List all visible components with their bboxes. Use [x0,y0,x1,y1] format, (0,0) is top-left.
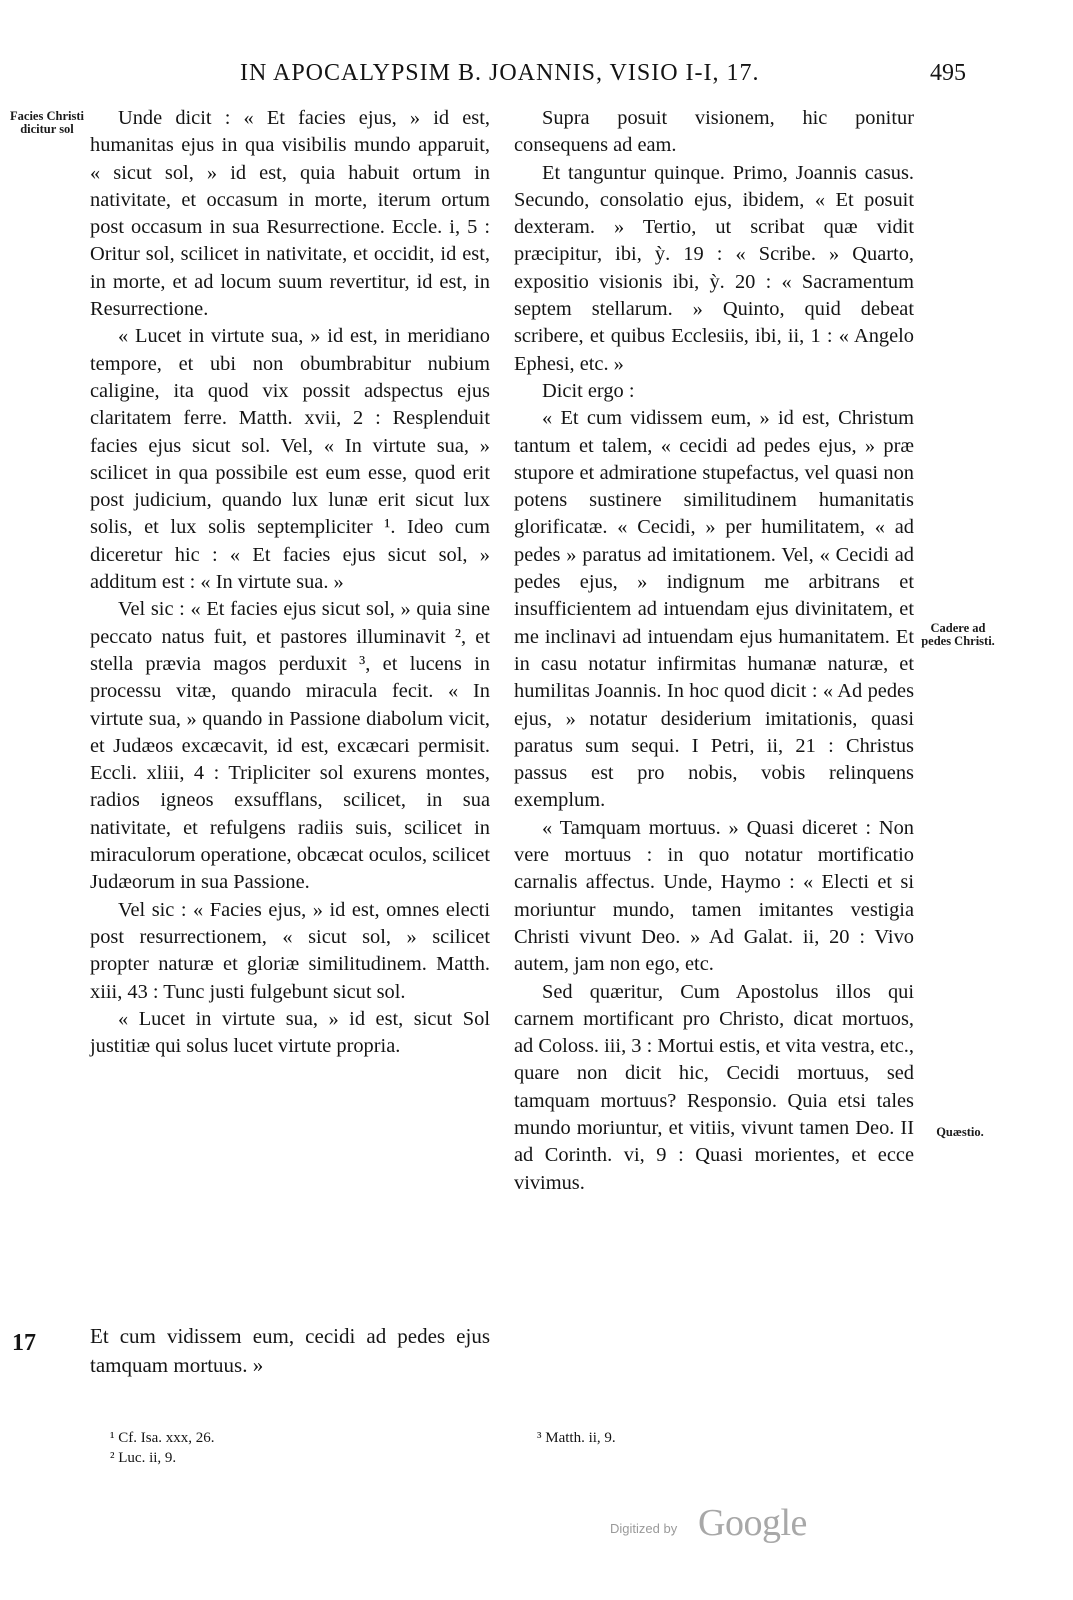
verse-number: 17 [12,1330,36,1356]
page-number: 495 [930,60,966,86]
left-column [90,105,490,1060]
paragraph: Vel sic : « Facies ejus, » id est, omnes electi post resurrectionem, « sicut sol, » scilicet propter naturæ et gloriæ similitudinem. Matth. xiii, 43 : Tunc justi fulgebunt sicut sol. [90,898,490,1003]
margin-note-quaestio: Quæstio. [936,1125,984,1139]
paragraph: Supra posuit visionem, hic ponitur consequens ad eam. [514,107,914,157]
digitized-by-text: Digitized by [610,1521,678,1536]
paragraph: Sed quæritur, Cum Apostolus illos qui carnem mortificant pro Christo, dicat mortuos, ad Coloss. iii, 3 : Mortui estis, et vita vestra, etc., quare non dicit hic, Cecidi mortuus, sed tamquam mortuus? Responsio. Quia etsi tales mundo moriuntur, et vitiis, vivunt tamen Deo. II ad Corinth. vi, 9 : Quasi morientes, et ecce vivimus. [514,980,914,1194]
margin-note-facies: Facies Christi dicitur sol [10,109,84,136]
verse-text: Et cum vidissem eum, cecidi ad pedes ejus tamquam mortuus. » [90,1324,490,1377]
paragraph: « Lucet in virtute sua, » id est, in meridiano tempore, et ubi non obumbrabitur nubium caligine, ita quod vix possit adspectus ejus claritatem ferre. Matth. xvii, 2 : Resplenduit facies ejus sicut sol. Vel, « In virtute sua, » scilicet in qua possibile est eum esse, quod erit post judicium, quando lux lunæ erit sicut lux solis, et lux solis septempliciter ¹. Ideo cum diceretur hic : « Et facies ejus sicut sol, » additum est : « In virtute sua. » [90,325,490,594]
paragraph: Unde dicit : « Et facies ejus, » id est, humanitas ejus in qua visibilis mundo apparuit, « sicut sol, » id est, quia habuit ortum in nativitate, et occasum in morte, iterum ortum post occasum in sua Resurrectione. Eccle. i, 5 : Oritur sol, scilicet in nativitate, et occidit, id est, in morte, et ad locum suum revertitur, id est, in Resurrectione. [90,107,490,321]
paragraph: « Et cum vidissem eum, » id est, Christum tantum et talem, « cecidi ad pedes ejus, » præ stupore et admiratione stupefactus, vel quasi non potens sustinere similitudinem humanitatis glorificatæ. « Cecidi, » per humilitatem, « ad pedes » paratus ad imitationem. Vel, « Cecidi ad pedes ejus, » indignum me arbitrans et insufficientem ad intuendam ejus divinitatem, et me inclinavi ad intuendam ejus humanitatem. Et in casu notatur infirmitas humanæ naturæ, et humilitas Joannis. In hoc quod dicit : « Ad pedes ejus, » notatur desiderium imitationis, quasi paratus sum sequi. I Petri, ii, 21 : Christus passus est pro nobis, vobis relinquens exemplum. [514,407,914,812]
running-head: IN APOCALYPSIM B. JOANNIS, VISIO I-I, 17. [240,60,760,86]
footnotes-right [537,1428,616,1448]
page-header [0,60,1073,96]
margin-note-cadere: Cadere ad pedes Christi. [921,621,995,648]
paragraph: Dicit ergo : [542,379,635,402]
right-column [514,105,914,1197]
google-watermark [610,1503,830,1547]
paragraph: « Lucet in virtute sua, » id est, sicut Sol justitiæ qui solus lucet virtute propria. [90,1007,490,1058]
paragraph: « Tamquam mortuus. » Quasi diceret : Non vere mortuus : in quo notatur mortificatio carnalis affectus. Unde, Haymo : « Electi et si moriuntur mundo, tamen imitantes vestigia Christi vivunt Deo. » Ad Galat. ii, 20 : Vivo autem, jam non ego, etc. [514,816,914,976]
footnote-2: ² Luc. ii, 9. [110,1450,177,1466]
paragraph: Vel sic : « Et facies ejus sicut sol, » quia sine peccato natus fuit, et pastores illuminavit ², et stella prævia magos perduxit ³, et lucens in processu vitæ, quando miracula fecit. « In virtute sua, » quando in Passione diabolum vicit, et Judæos excæcavit, id est, excæcari permisit. Eccli. xliii, 4 : Tripliciter sol exurens montes, radios igneos exsufflans, scilicet, in sua nativitate, et refulgens radiis suis, scilicet in miraculorum operatione, obcæcat oculos, scilicet Judæorum in sua Passione. [90,598,490,894]
paragraph: Et tanguntur quinque. Primo, Joannis casus. Secundo, consolatio ejus, ibidem, « Et posuit dexteram. » Tertio, ut scribat quæ vidit præcipitur, ibi, ỳ. 19 : « Scribe. » Quarto, expositio visionis ibi, ỳ. 20 : « Sacramentum septem stellarum. » Quinto, quid debeat scribere, et quibus Ecclesiis, ibi, ii, 1 : « Angelo Ephesi, etc. » [514,161,914,375]
footnote-1: ¹ Cf. Isa. xxx, 26. [110,1430,215,1446]
footnote-3: ³ Matth. ii, 9. [537,1430,616,1446]
google-logo: Google [698,1502,807,1544]
footnotes-left [110,1428,215,1468]
